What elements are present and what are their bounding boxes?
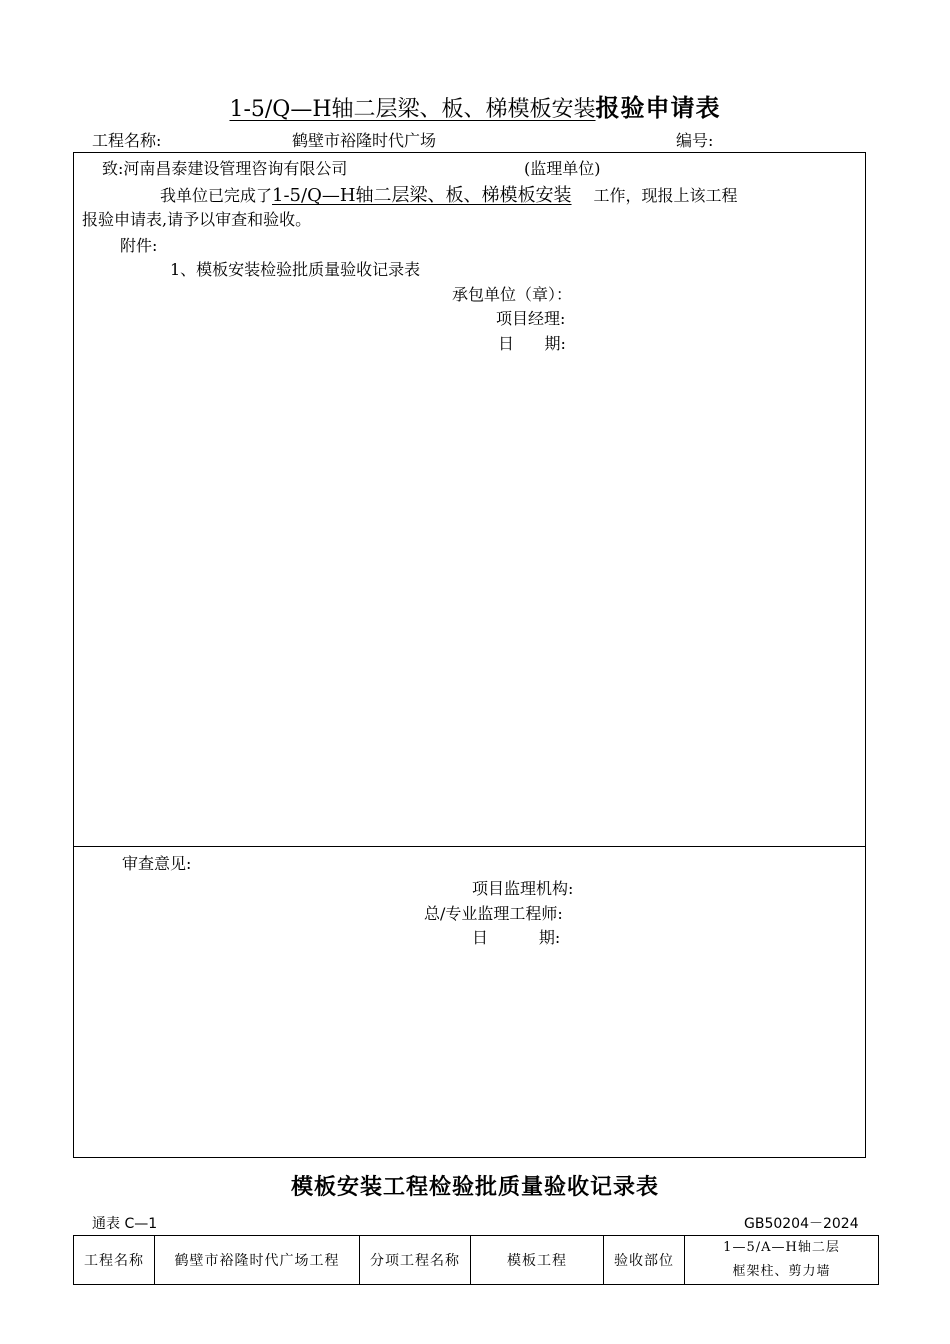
location-value-cell	[685, 1236, 879, 1285]
declaration-line-2: 报验申请表,请予以审查和验收。	[82, 210, 312, 229]
date-label: 日 期:	[498, 334, 566, 353]
form-title	[0, 88, 950, 123]
declaration-suffix: 工作，现报上该工程	[593, 186, 738, 205]
declaration-work: 1-5/Q—H轴二层梁、板、梯模板安装	[272, 185, 572, 206]
supervision-org-label: 项目监理机构:	[472, 879, 574, 898]
record-table-number: 通表 C—1	[92, 1216, 158, 1232]
project-name-value: 鹤壁市裕隆时代广场	[292, 131, 437, 150]
record-standard: GB50204－2024	[744, 1216, 859, 1232]
subitem-label-cell: 分项工程名称	[360, 1236, 471, 1285]
project-value-cell: 鹤壁市裕隆时代广场工程	[155, 1236, 360, 1285]
attachment-item: 1、模板安装检验批质量验收记录表	[170, 260, 421, 279]
addressee-line: 致:河南昌泰建设管理咨询有限公司	[102, 159, 348, 178]
section-divider	[74, 846, 865, 847]
application-box	[73, 152, 866, 1158]
record-table	[73, 1235, 879, 1285]
supervision-unit-note: (监理单位)	[524, 159, 601, 178]
form-title-subject: 1-5/Q—H轴二层梁、板、梯模板安装	[229, 97, 596, 122]
chief-engineer-label: 总/专业监理工程师:	[424, 904, 563, 923]
location-line-1: 1—5/A—H轴二层	[723, 1240, 840, 1255]
location-label-cell: 验收部位	[604, 1236, 685, 1285]
form-title-name: 报验申请表	[595, 93, 721, 122]
project-name-label: 工程名称:	[92, 131, 162, 150]
declaration-line-1	[160, 181, 738, 207]
location-line-2: 框架柱、剪力墙	[732, 1264, 831, 1279]
project-manager-label: 项目经理:	[496, 309, 566, 328]
project-label-cell: 工程名称	[74, 1236, 155, 1285]
subitem-value-cell: 模板工程	[471, 1236, 604, 1285]
table-row	[74, 1236, 879, 1285]
contractor-label: 承包单位（章）：	[452, 285, 573, 304]
review-opinion-label: 审查意见:	[122, 854, 192, 873]
attachment-label: 附件:	[120, 236, 158, 255]
form-number-label: 编号:	[676, 131, 714, 150]
declaration-prefix: 我单位已完成了	[160, 186, 273, 205]
record-title: 模板安装工程检验批质量验收记录表	[290, 1174, 659, 1200]
review-date-label: 日 期:	[472, 928, 561, 947]
